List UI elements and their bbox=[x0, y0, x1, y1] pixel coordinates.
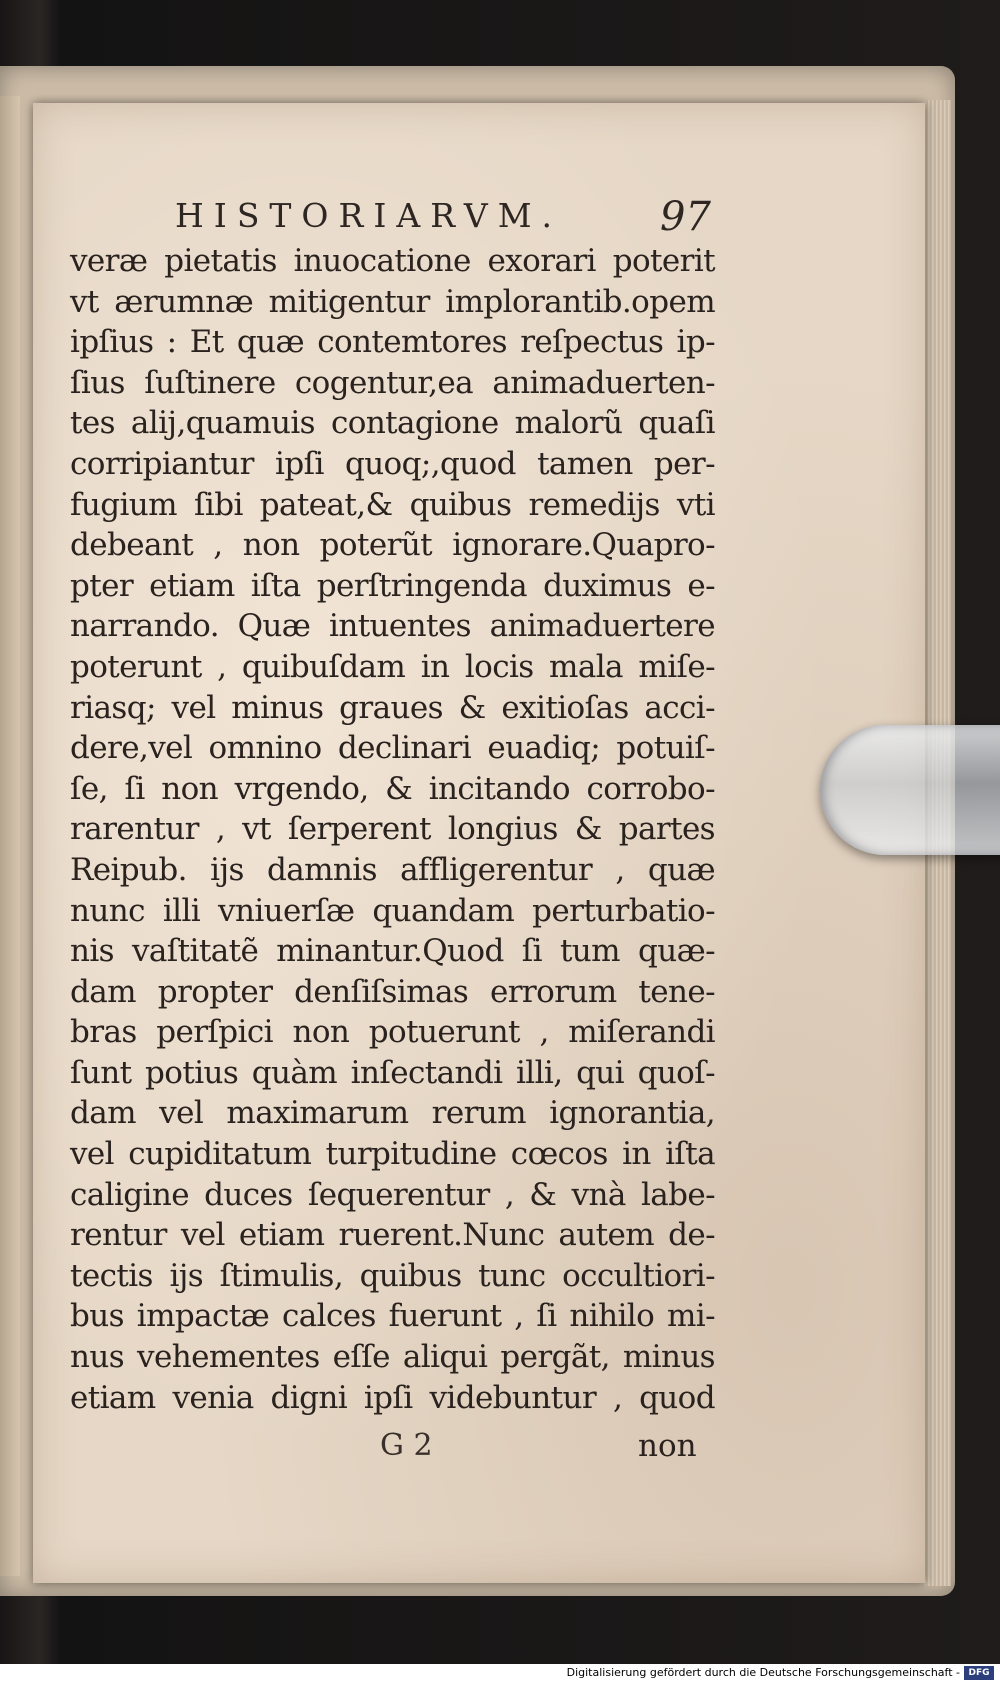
text-line-12: riasq; vel minus graues & exitioſas acci- bbox=[70, 689, 715, 726]
text-line-10: narrando. Quæ intuentes animaduertere bbox=[70, 608, 715, 645]
text-line-23: vel cupiditatum turpitudine cœcos in iſta bbox=[70, 1136, 715, 1173]
text-line-19: dam propter denſiſsimas errorum tene- bbox=[70, 973, 715, 1010]
text-line-13: dere,vel omnino declinari euadiq; potuiſ- bbox=[70, 730, 715, 767]
text-line-6: corripiantur ipſi quoq;,quod tamen per- bbox=[70, 445, 715, 482]
text-line-16: Reipub. ijs damnis affligerentur , quæ bbox=[70, 851, 715, 888]
text-line-25: rentur vel etiam ruerent.Nunc autem de- bbox=[70, 1217, 715, 1254]
text-line-27: bus impactæ calces fuerunt , ſi nihilo mi- bbox=[70, 1298, 715, 1335]
page-number: 97 bbox=[660, 194, 711, 240]
text-line-4: ſius ſuſtinere cogentur,ea animaduerten- bbox=[70, 364, 715, 401]
text-block bbox=[70, 241, 715, 1418]
text-line-20: bras perſpici non potuerunt , miſerandi bbox=[70, 1014, 715, 1051]
text-line-15: rarentur , vt ſerperent longius & partes bbox=[70, 811, 715, 848]
dfg-logo: DFG bbox=[964, 1666, 994, 1680]
text-line-8: debeant , non poterũt ignorare.Quapro- bbox=[70, 527, 715, 564]
text-line-7: fugium ſibi pateat,& quibus remedijs vti bbox=[70, 486, 715, 523]
page-holder-clip bbox=[820, 725, 1000, 855]
funding-credit: Digitalisierung gefördert durch die Deutsche Forschungsgemeinschaft - bbox=[566, 1666, 960, 1679]
text-line-11: poterunt , quibuſdam in locis mala miſe- bbox=[70, 648, 715, 685]
text-line-2: vt ærumnæ mitigentur implorantib.opem bbox=[70, 283, 715, 320]
facing-page-edge bbox=[0, 96, 20, 1576]
text-line-26: tectis ijs ſtimulis, quibus tunc occultiori- bbox=[70, 1257, 715, 1294]
text-line-9: pter etiam iſta perſtringenda duximus e- bbox=[70, 567, 715, 604]
text-line-5: tes alij,quamuis contagione malorũ quaſi bbox=[70, 405, 715, 442]
text-line-24: caligine duces ſequerentur , & vnà labe- bbox=[70, 1176, 715, 1213]
signature-mark: G 2 bbox=[380, 1428, 433, 1463]
running-head: HISTORIARVM. bbox=[175, 196, 562, 235]
catchword: non bbox=[638, 1428, 697, 1464]
text-line-3: ipſius : Et quæ contemtores reſpectus ip- bbox=[70, 324, 715, 361]
text-line-29: etiam venia digni ipſi videbuntur , quod bbox=[70, 1379, 715, 1416]
text-line-18: nis vaſtitatẽ minantur.Quod ſi tum quæ- bbox=[70, 933, 715, 970]
text-line-22: dam vel maximarum rerum ignorantia, bbox=[70, 1095, 715, 1132]
text-line-21: ſunt potius quàm inſectandi illi, qui quoſ- bbox=[70, 1054, 715, 1091]
text-line-28: nus vehementes eſſe aliqui pergãt, minus bbox=[70, 1339, 715, 1376]
text-line-14: ſe, ſi non vrgendo, & incitando corrobo- bbox=[70, 770, 715, 807]
text-line-1: veræ pietatis inuocatione exorari poterit bbox=[70, 243, 715, 279]
text-line-17: nunc illi vniuerſæ quandam perturbatio- bbox=[70, 892, 715, 929]
